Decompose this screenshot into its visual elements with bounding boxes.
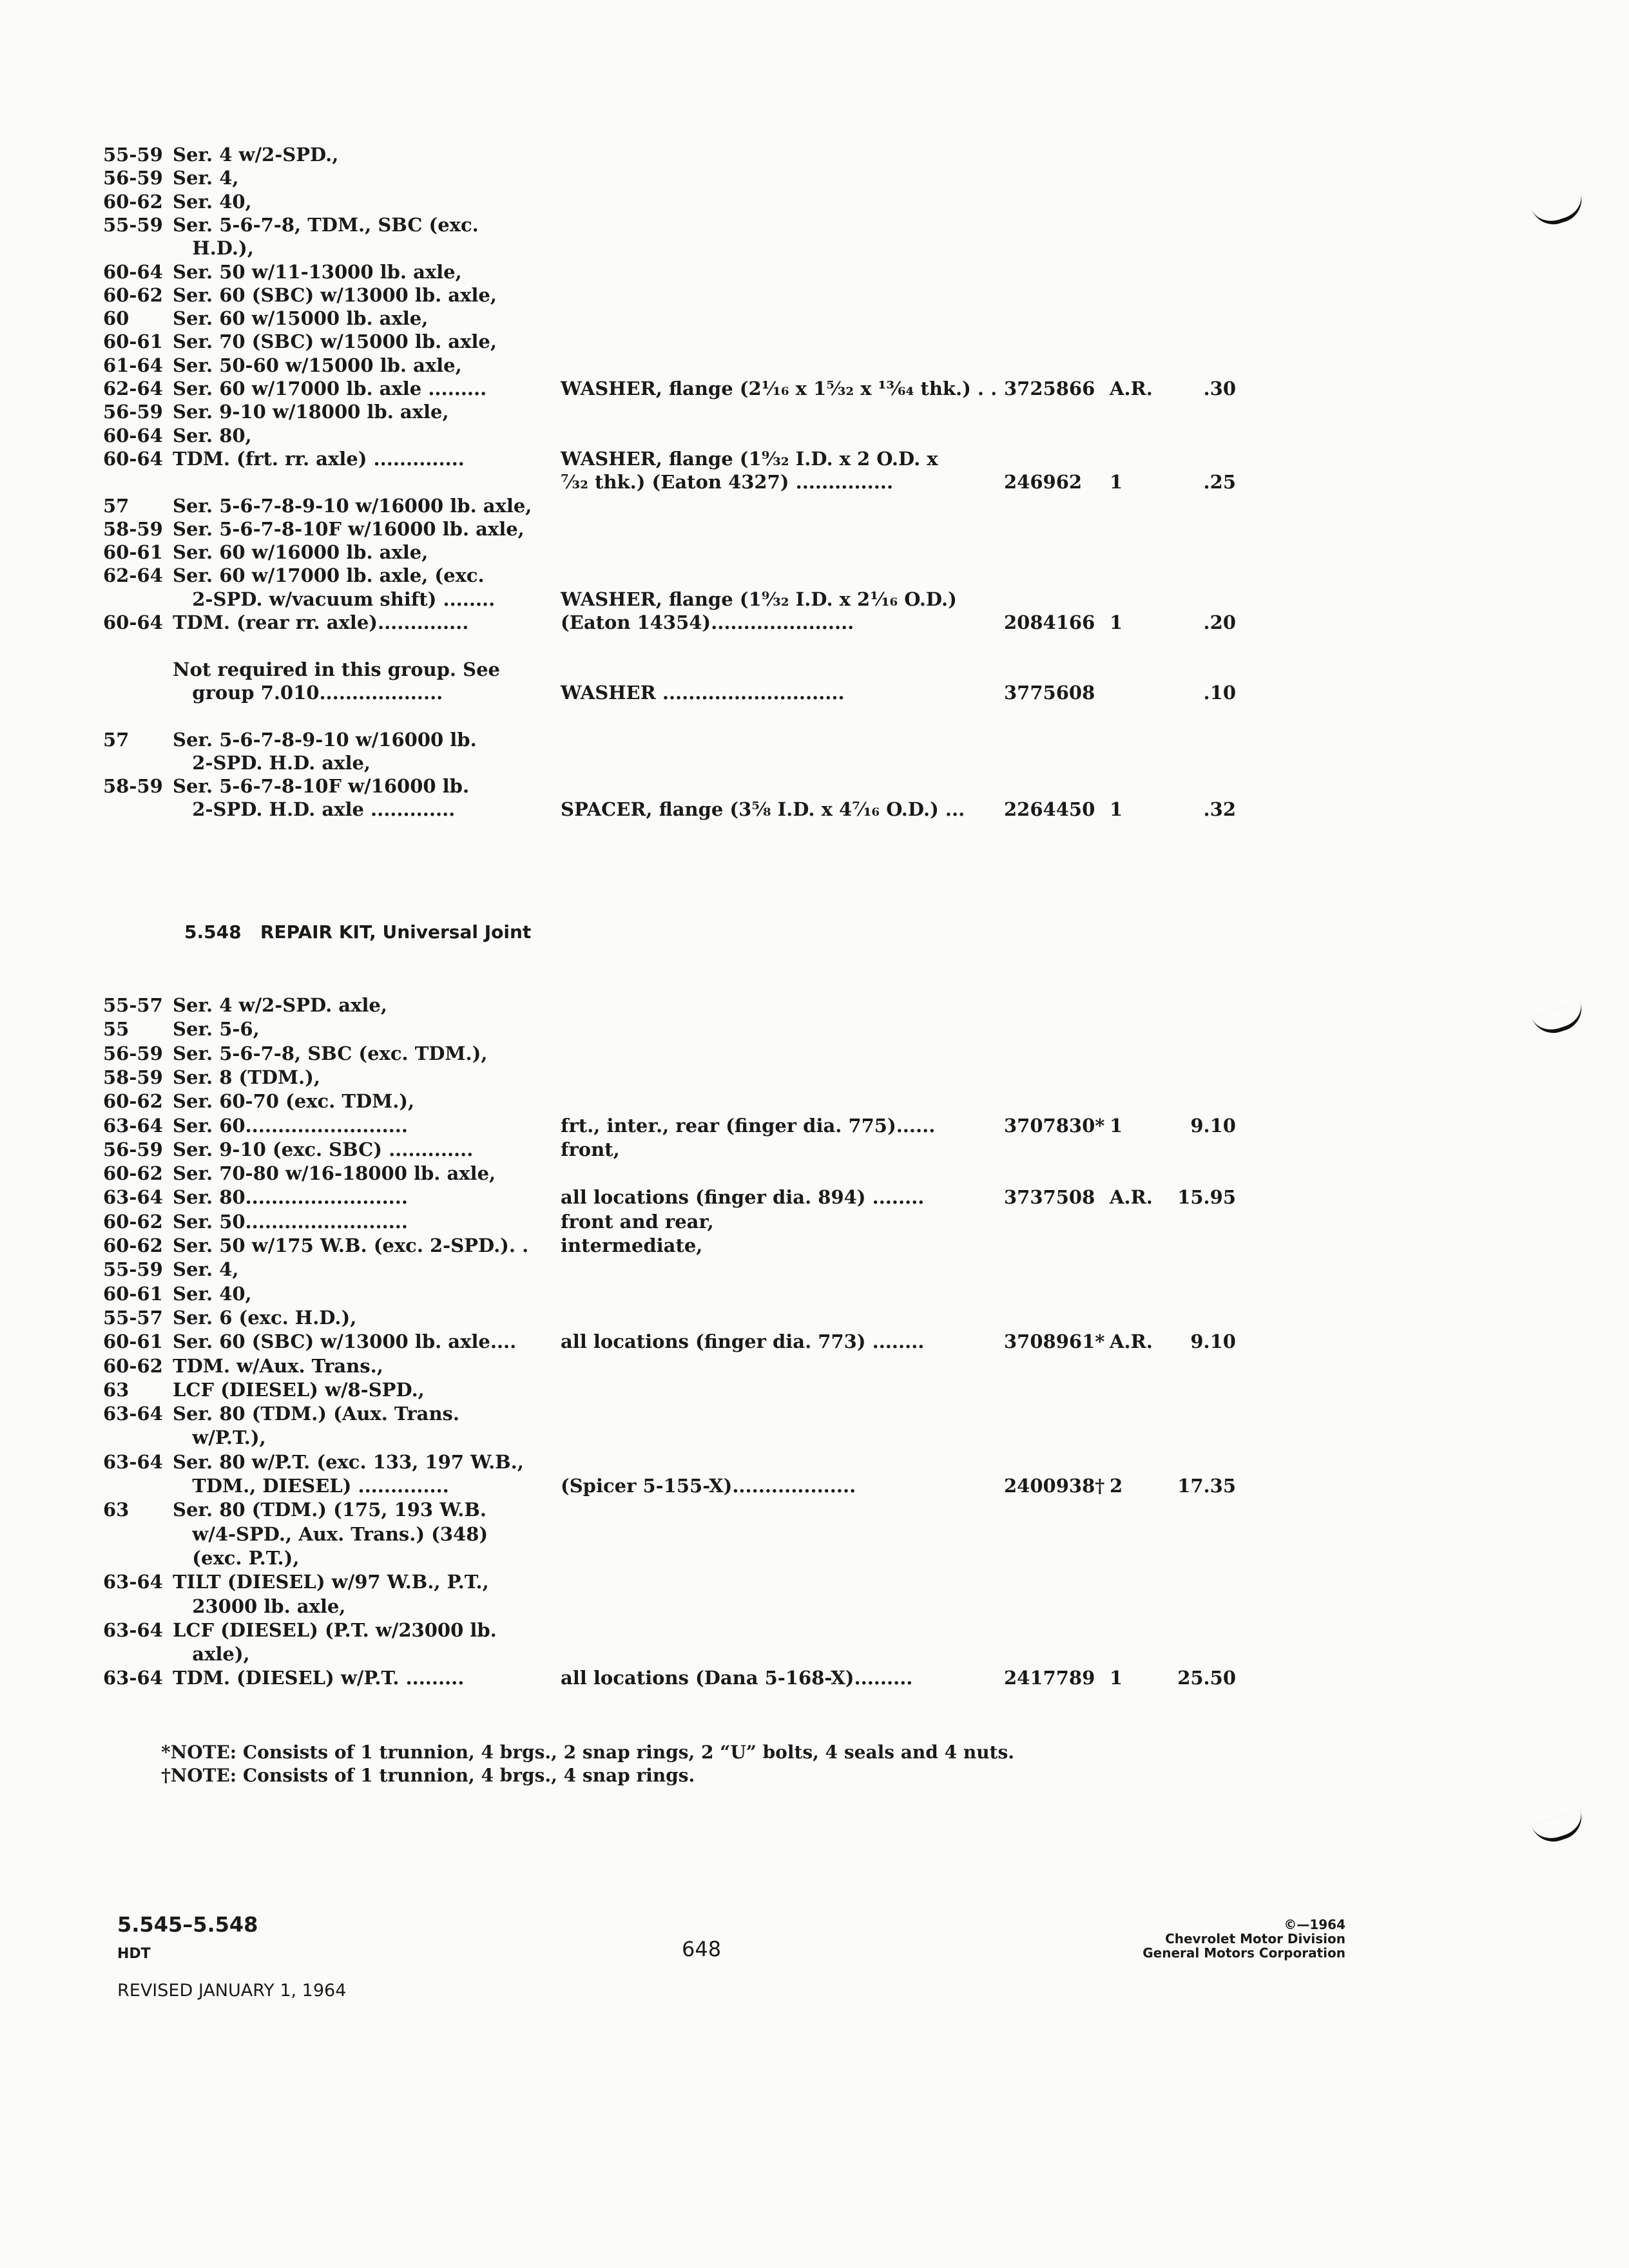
row-application: Ser. 60 (SBC) w/13000 lb. axle, (173, 284, 497, 306)
row-application: Ser. 9-10 (exc. SBC) ............. (173, 1138, 474, 1160)
row-application: Ser. 50 w/11-13000 lb. axle, (173, 260, 462, 283)
row-price: .32 (1203, 798, 1236, 821)
row-description: all locations (Dana 5-168-X)......... (561, 1667, 913, 1689)
row-application: Ser. 70 (SBC) w/15000 lb. axle, (173, 331, 497, 353)
row-description: (Eaton 14354)...................... (561, 611, 854, 633)
footer-revised: REVISED JANUARY 1, 1964 (117, 1981, 347, 2001)
row-years: 57 (103, 728, 130, 751)
row-years: 55-57 (103, 1306, 163, 1329)
row-quantity: 1 (1110, 798, 1123, 821)
row-price: .30 (1203, 378, 1236, 399)
footer-division: Chevrolet Motor Division (1165, 1931, 1345, 1946)
row-price: 17.35 (1177, 1475, 1236, 1497)
row-years: 60-61 (103, 331, 163, 353)
row-years: 58-59 (103, 517, 163, 540)
row-description: frt., inter., rear (finger dia. 775)...... (561, 1114, 936, 1137)
row-years: 63-64 (103, 1571, 163, 1593)
row-years: 55-57 (103, 994, 163, 1016)
row-application: Ser. 60......................... (173, 1114, 408, 1137)
row-quantity: 1 (1110, 611, 1123, 633)
row-quantity: A.R. (1110, 1186, 1153, 1209)
row-application: TDM. (rear rr. axle).............. (173, 611, 469, 633)
row-application: Ser. 50-60 w/15000 lb. axle, (173, 354, 462, 376)
binder-mark-top (1531, 193, 1587, 231)
row-description: front, (561, 1138, 620, 1160)
row-application: Ser. 60 w/15000 lb. axle, (173, 307, 429, 330)
row-years: 60-61 (103, 541, 163, 564)
row-price: .25 (1203, 471, 1236, 494)
row-application: Ser. 60 w/16000 lb. axle, (173, 541, 429, 564)
row-application: Ser. 5-6-7-8, SBC (exc. TDM.), (173, 1042, 488, 1064)
row-years: 56-59 (103, 401, 163, 423)
row-description: ⁷⁄₃₂ thk.) (Eaton 4327) ............... (561, 471, 894, 494)
row-years: 60-62 (103, 1354, 163, 1377)
row-price: 9.10 (1190, 1331, 1236, 1353)
row-application: Ser. 40, (173, 1282, 252, 1305)
row-description: all locations (finger dia. 894) ........ (561, 1186, 925, 1209)
row-application: TILT (DIESEL) w/97 W.B., P.T., (173, 1571, 489, 1593)
row-application: Ser. 70-80 w/16-18000 lb. axle, (173, 1162, 496, 1185)
row-description: WASHER ............................ (561, 681, 845, 704)
note-dagger: †NOTE: Consists of 1 trunnion, 4 brgs., 4 snap rings. (161, 1765, 695, 1786)
row-application: 2-SPD. H.D. axle ............. (173, 798, 456, 821)
row-application: Ser. 6 (exc. H.D.), (173, 1306, 357, 1329)
row-application: 2-SPD. H.D. axle, (173, 751, 371, 774)
row-application: Ser. 60 w/17000 lb. axle ......... (173, 378, 487, 399)
row-price: .10 (1203, 681, 1236, 704)
row-part-number: 246962 (1004, 471, 1083, 494)
row-years: 60-64 (103, 611, 163, 633)
row-application: Ser. 50 w/175 W.B. (exc. 2-SPD.). . (173, 1235, 529, 1256)
section-subtitle: Universal Joint (382, 921, 532, 943)
row-part-number: 2084166 (1004, 611, 1095, 633)
row-years: 63-64 (103, 1667, 163, 1689)
row-years: 63-64 (103, 1403, 163, 1425)
row-application: Ser. 60-70 (exc. TDM.), (173, 1090, 415, 1113)
row-application: (exc. P.T.), (173, 1546, 300, 1569)
section-title: REPAIR KIT, (260, 921, 376, 943)
row-quantity: A.R. (1110, 378, 1153, 399)
row-years: 63-64 (103, 1450, 163, 1473)
row-years: 55-59 (103, 1258, 163, 1281)
row-application: 2-SPD. w/vacuum shift) ........ (173, 588, 496, 610)
row-application: Ser. 80 (TDM.) (175, 193 W.B. (173, 1499, 487, 1521)
row-application: w/P.T.), (173, 1427, 266, 1449)
footer-section-range: 5.545–5.548 (117, 1912, 258, 1937)
row-application: TDM. w/Aux. Trans., (173, 1354, 383, 1377)
row-application: TDM., DIESEL) .............. (173, 1475, 449, 1497)
row-application: Ser. 5-6-7-8, TDM., SBC (exc. (173, 213, 479, 236)
row-years: 60-64 (103, 260, 163, 283)
row-application: Ser. 80 (TDM.) (Aux. Trans. (173, 1403, 459, 1425)
row-years: 63 (103, 1378, 130, 1401)
row-years: 56-59 (103, 1042, 163, 1064)
row-application: Ser. 4 w/2-SPD., (173, 144, 339, 166)
row-application: TDM. (DIESEL) w/P.T. ......... (173, 1667, 465, 1689)
row-application: Ser. 40, (173, 190, 252, 213)
row-years: 63-64 (103, 1619, 163, 1641)
row-years: 60-62 (103, 1235, 163, 1256)
row-years: 61-64 (103, 354, 163, 376)
row-years: 57 (103, 494, 130, 517)
row-quantity: 1 (1110, 471, 1123, 494)
row-application: Ser. 50......................... (173, 1210, 408, 1233)
row-years: 60-62 (103, 190, 163, 213)
row-application: Ser. 80 w/P.T. (exc. 133, 197 W.B., (173, 1450, 524, 1473)
row-quantity: A.R. (1110, 1331, 1153, 1353)
row-application: axle), (173, 1643, 250, 1666)
page-number: 648 (682, 1937, 722, 1961)
row-part-number: 3707830* (1004, 1114, 1105, 1137)
row-application: Ser. 5-6-7-8-10F w/16000 lb. (173, 775, 470, 798)
row-price: 15.95 (1177, 1186, 1236, 1209)
row-application: Ser. 5-6-7-8-9-10 w/16000 lb. axle, (173, 494, 532, 517)
row-years: 55-59 (103, 213, 163, 236)
row-years: 56-59 (103, 1138, 163, 1160)
row-application: Ser. 5-6-7-8-9-10 w/16000 lb. (173, 728, 477, 751)
row-application: Ser. 60 (SBC) w/13000 lb. axle.... (173, 1331, 517, 1353)
row-application: w/4-SPD., Aux. Trans.) (348) (173, 1523, 488, 1545)
row-years: 62-64 (103, 378, 163, 399)
row-description: all locations (finger dia. 773) ........ (561, 1331, 925, 1353)
row-application: H.D.), (173, 237, 254, 260)
row-description: intermediate, (561, 1235, 703, 1256)
row-application: Ser. 5-6-7-8-10F w/16000 lb. axle, (173, 517, 525, 540)
row-part-number: 3737508 (1004, 1186, 1095, 1209)
footer-code: HDT (117, 1946, 151, 1962)
row-application: Ser. 80, (173, 424, 252, 447)
row-years: 60-61 (103, 1331, 163, 1353)
row-application: Not required in this group. See (173, 658, 500, 680)
row-application: Ser. 9-10 w/18000 lb. axle, (173, 401, 449, 423)
row-price: .20 (1203, 611, 1236, 633)
row-years: 62-64 (103, 564, 163, 587)
binder-mark-bottom (1531, 1810, 1587, 1848)
row-years: 58-59 (103, 775, 163, 798)
row-description: WASHER, flange (1⁹⁄₃₂ I.D. x 2 O.D. x (561, 447, 938, 470)
row-application: Ser. 80......................... (173, 1186, 408, 1209)
binder-mark-middle (1531, 1001, 1587, 1039)
row-years: 55 (103, 1018, 130, 1041)
row-description: (Spicer 5-155-X)................... (561, 1475, 856, 1497)
section-number: 5.548 (184, 921, 242, 943)
footer-corporation: General Motors Corporation (1142, 1945, 1345, 1961)
row-part-number: 2400938† (1004, 1475, 1105, 1497)
row-part-number: 2264450 (1004, 798, 1095, 821)
section-heading-5548 (184, 921, 531, 943)
row-years: 63-64 (103, 1114, 163, 1137)
row-description: WASHER, flange (1⁹⁄₃₂ I.D. x 2¹⁄₁₆ O.D.) (561, 588, 957, 610)
row-application: LCF (DIESEL) w/8-SPD., (173, 1378, 425, 1401)
row-years: 58-59 (103, 1066, 163, 1088)
footer-copyright: ©—1964 (1284, 1917, 1345, 1932)
row-application: Ser. 5-6, (173, 1018, 260, 1041)
row-years: 55-59 (103, 144, 163, 166)
row-application: 23000 lb. axle, (173, 1595, 346, 1617)
row-application: LCF (DIESEL) (P.T. w/23000 lb. (173, 1619, 497, 1641)
row-quantity: 2 (1110, 1475, 1123, 1497)
row-application: Ser. 4, (173, 167, 239, 189)
row-part-number: 3708961* (1004, 1331, 1105, 1353)
row-price: 25.50 (1177, 1667, 1236, 1689)
row-years: 60-62 (103, 284, 163, 306)
row-description: WASHER, flange (2¹⁄₁₆ x 1⁵⁄₃₂ x ¹³⁄₆₄ thk.) . . (561, 378, 998, 399)
note-asterisk: *NOTE: Consists of 1 trunnion, 4 brgs., 2 snap rings, 2 “U” bolts, 4 seals and 4 nuts. (161, 1742, 1014, 1763)
row-quantity: 1 (1110, 1667, 1123, 1689)
row-years: 60-62 (103, 1210, 163, 1233)
row-years: 60-64 (103, 447, 163, 470)
row-years: 60-62 (103, 1162, 163, 1185)
row-application: TDM. (frt. rr. axle) .............. (173, 447, 465, 470)
row-application: Ser. 8 (TDM.), (173, 1066, 320, 1088)
row-part-number: 3725866 (1004, 378, 1095, 399)
row-application: group 7.010................... (173, 681, 443, 704)
row-years: 56-59 (103, 167, 163, 189)
row-price: 9.10 (1190, 1114, 1236, 1137)
row-application: Ser. 4, (173, 1258, 239, 1281)
row-years: 63 (103, 1499, 130, 1521)
row-years: 60-64 (103, 424, 163, 447)
row-description: front and rear, (561, 1210, 714, 1233)
row-years: 60-61 (103, 1282, 163, 1305)
row-part-number: 3775608 (1004, 681, 1095, 704)
row-application: Ser. 4 w/2-SPD. axle, (173, 994, 387, 1016)
row-description: SPACER, flange (3⁵⁄₈ I.D. x 4⁷⁄₁₆ O.D.) ... (561, 798, 965, 821)
row-quantity: 1 (1110, 1114, 1123, 1137)
row-years: 63-64 (103, 1186, 163, 1209)
row-years: 60 (103, 307, 130, 330)
row-years: 60-62 (103, 1090, 163, 1113)
row-application: Ser. 60 w/17000 lb. axle, (exc. (173, 564, 485, 587)
row-part-number: 2417789 (1004, 1667, 1095, 1689)
